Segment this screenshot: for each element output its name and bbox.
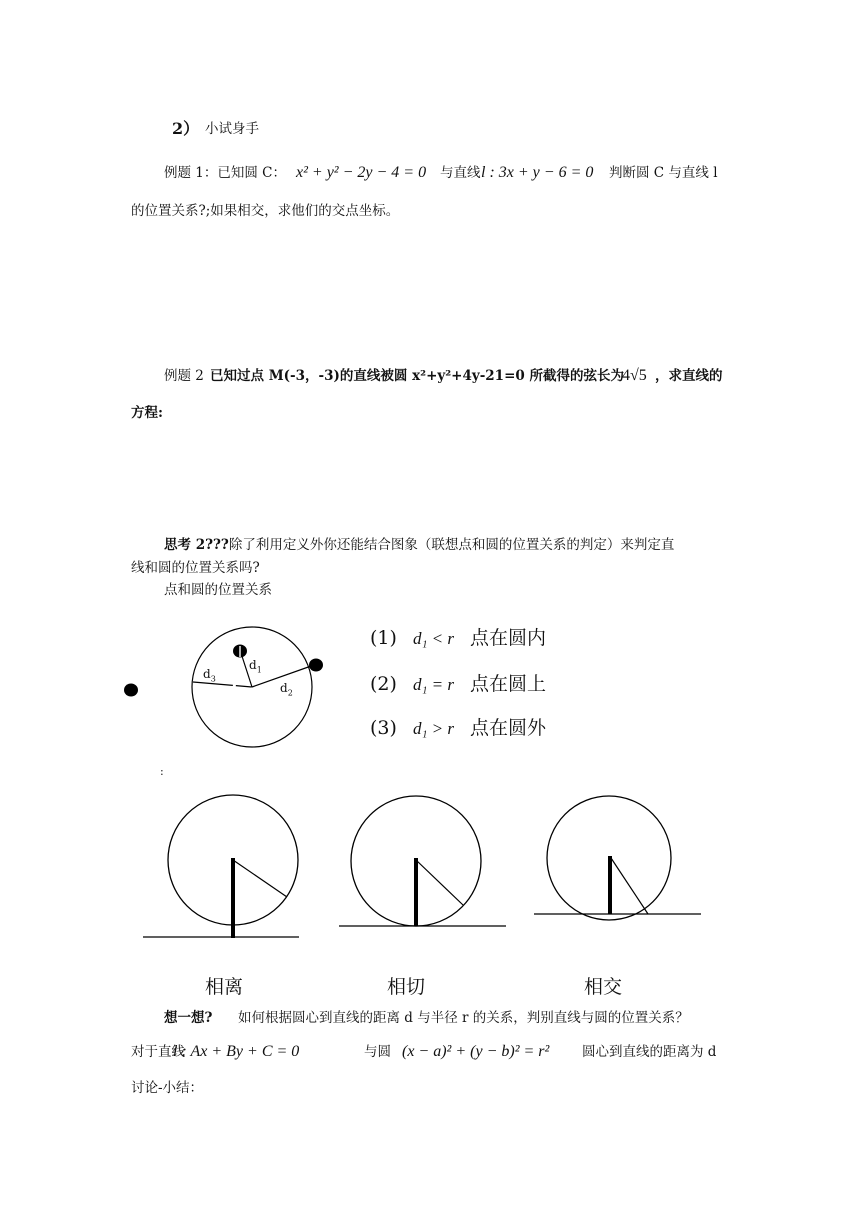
summary-label: 讨论-小结：: [131, 1080, 204, 1096]
given-line-equation: l : Ax + By + C = 0: [173, 1043, 300, 1060]
think-text: 如何根据圆心到直线的距离 d 与半径 r 的关系，判别直线与圆的位置关系？: [238, 1010, 689, 1026]
example2-chord-length: 4√5: [622, 367, 647, 384]
given-suffix: 圆心到直线的距离为 d: [582, 1044, 717, 1060]
point-circle-heading: 点和圆的位置关系: [164, 582, 272, 598]
figure-separate: [143, 795, 299, 938]
think-label: 想一想?: [164, 1010, 213, 1026]
label-d2: $d_2$: [280, 681, 293, 698]
section-number: 2）: [172, 119, 200, 138]
label-d1: $d_1$: [249, 658, 262, 675]
given-prefix: 对于直线: [131, 1044, 185, 1060]
example1-suffix: 判断圆 C 与直线 l: [609, 165, 718, 181]
caption-intersect: 相交: [584, 976, 623, 998]
example1-mid: 与直线: [440, 165, 481, 181]
think2-text: 除了利用定义外你还能结合图象（联想点和圆的位置关系的判定）来判定直: [228, 537, 675, 553]
think2-line2: 线和圆的位置关系吗?: [131, 560, 260, 576]
example1-prefix: 例题 1：已知圆 C：: [164, 165, 287, 181]
section-title: 小试身手: [205, 121, 259, 137]
example2-statement: 已知过点 M(-3，-3)的直线被圆 x²+y²+4y-21=0 所截得的弦长为: [210, 368, 624, 384]
given-circle-equation: (x − a)² + (y − b)² = r²: [402, 1043, 550, 1060]
caption-tangent: 相切: [387, 976, 426, 998]
relation-row-3: (3) d₁ > r 点在圆外: [370, 717, 547, 739]
think2-label: 思考 2???: [164, 537, 229, 553]
given-mid: 与圆: [364, 1044, 391, 1060]
figure-tangent: [339, 796, 506, 926]
label-d3: $d_3$: [203, 667, 216, 684]
example1-line-equation: l : 3x + y − 6 = 0: [481, 164, 594, 181]
example1-circle-equation: x² + y² − 2y − 4 = 0: [296, 164, 427, 181]
relation-row-2: (2) d₁ = r 点在圆上: [370, 673, 547, 695]
example2-statement-end: ，求直线的: [655, 368, 723, 384]
stray-colon: :: [160, 765, 164, 778]
figure-intersect: [534, 796, 701, 920]
example1-line2: 的位置关系?;如果相交，求他们的交点坐标。: [131, 203, 400, 219]
caption-separate: 相离: [205, 976, 244, 998]
example2-line2: 方程:: [131, 405, 163, 421]
relation-row-1: (1) d₁ < r 点在圆内: [370, 627, 547, 649]
example2-prefix: 例题 2: [164, 368, 204, 384]
